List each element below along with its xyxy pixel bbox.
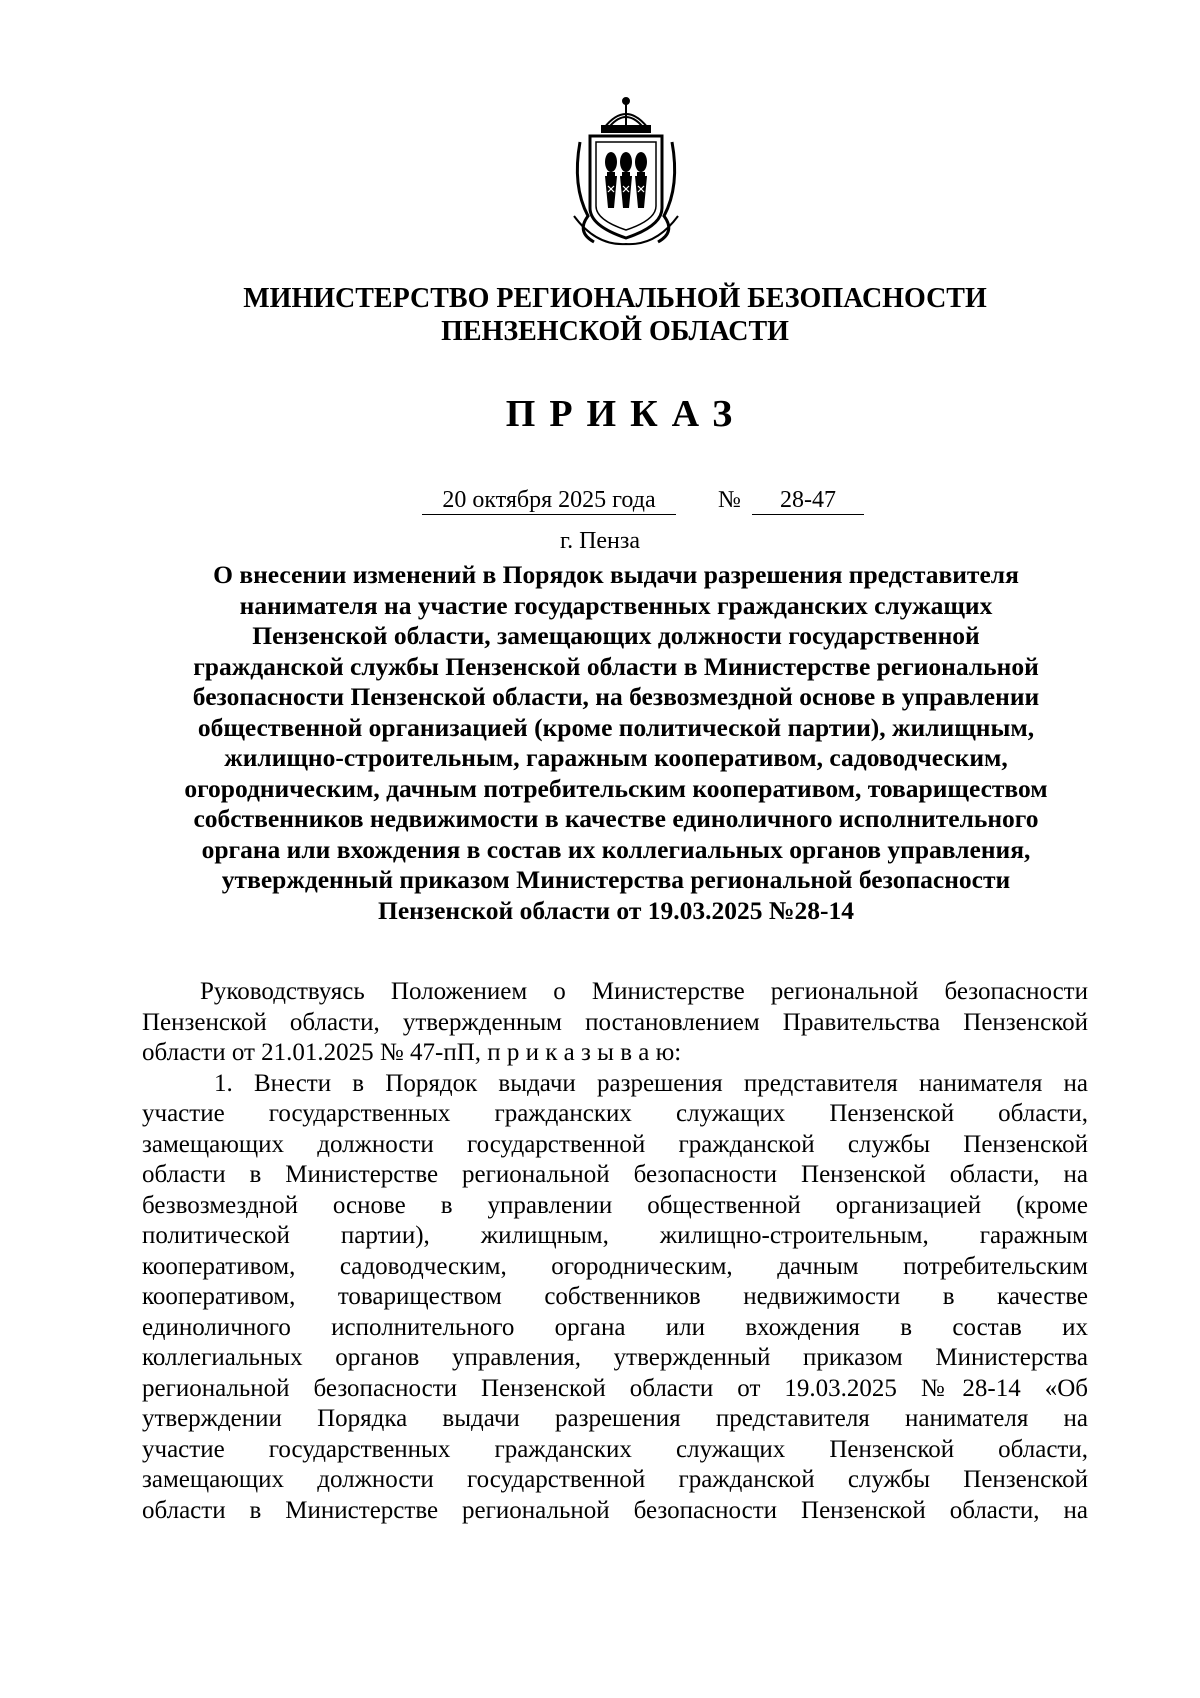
body-line: Руководствуясь Положением о Министерстве региональной безопасности: [200, 978, 1088, 1005]
title-line: гражданской службы Пензенской области в Министерстве региональной: [193, 651, 1039, 681]
body-line: кооперативом, товариществом собственников недвижимости в качестве: [142, 1283, 1088, 1310]
body-line: участие государственных гражданских служащих Пензенской области,: [142, 1435, 1088, 1463]
body-line: области от 21.01.2025 № 47-пП, п р и к а з ы в а ю:: [142, 1039, 682, 1066]
title-line: органа или вхождения в состав их коллегиальных органов управления,: [201, 834, 1031, 864]
penza-region-coat-of-arms-icon: [566, 96, 686, 246]
document-body: [142, 977, 1088, 1526]
title-line: собственников недвижимости в качестве единоличного исполнительного: [193, 804, 1039, 833]
document-date: 20 октября 2025 года: [422, 486, 676, 515]
title-line: нанимателя на участие государственных гражданских служащих: [239, 590, 993, 620]
title-line: жилищно-строительным, гаражным кооперативом, садоводческим,: [224, 743, 1008, 772]
document-number: 28-47: [752, 486, 864, 515]
body-line: региональной безопасности Пензенской области от 19.03.2025 №28-14 «Об: [142, 1374, 1088, 1402]
title-line: огородническим, дачным потребительским кооперативом, товариществом: [184, 773, 1048, 803]
document-type-heading: ПРИКАЗ: [505, 393, 747, 435]
body-line: Пензенской области, утвержденным постановлением Правительства Пензенской: [142, 1008, 1088, 1036]
ministry-name-line-2: ПЕНЗЕНСКОЙ ОБЛАСТИ: [441, 316, 789, 347]
body-line: области в Министерстве региональной безопасности Пензенской области, на: [142, 1496, 1088, 1524]
title-line: общественной организацией (кроме политической партии), жилищным,: [197, 712, 1035, 742]
title-line: безопасности Пензенской области, на безвозмездной основе в управлении: [192, 682, 1040, 711]
body-line: 1. Внести в Порядок выдачи разрешения представителя нанимателя на: [214, 1069, 1088, 1097]
body-line: замещающих должности государственной гражданской службы Пензенской: [142, 1466, 1088, 1493]
title-line: Пензенской области от 19.03.2025 №28-14: [378, 895, 854, 925]
title-line: утвержденный приказом Министерства региональной безопасности: [221, 865, 1011, 894]
body-line: замещающих должности государственной гражданской службы Пензенской: [142, 1130, 1088, 1158]
body-line: участие государственных гражданских служащих Пензенской области,: [142, 1100, 1088, 1127]
body-line: политической партии), жилищным, жилищно-строительным, гаражным: [142, 1222, 1088, 1249]
body-line: области в Министерстве региональной безопасности Пензенской области, на: [142, 1161, 1088, 1188]
ministry-name-line-1: МИНИСТЕРСТВО РЕГИОНАЛЬНОЙ БЕЗОПАСНОСТИ: [243, 283, 987, 314]
document-title: [140, 560, 1092, 926]
document-city: г. Пенза: [559, 528, 641, 554]
title-line: Пензенской области, замещающих должности государственной: [252, 621, 980, 650]
body-line: коллегиальных органов управления, утвержденный приказом Министерства: [142, 1344, 1088, 1371]
body-line: единоличного исполнительного органа или вхождения в состав их: [142, 1313, 1088, 1341]
ministry-name: [140, 282, 1090, 348]
body-line: кооперативом, садоводческим, огородническим, дачным потребительским: [142, 1252, 1088, 1280]
body-line: безвозмездной основе в управлении общественной организацией (кроме: [142, 1191, 1088, 1219]
body-line: утверждении Порядка выдачи разрешения представителя нанимателя на: [142, 1405, 1088, 1432]
number-sign: №: [718, 487, 741, 513]
title-line: О внесении изменений в Порядок выдачи разрешения представителя: [213, 560, 1019, 589]
date-number-line: [0, 486, 1200, 520]
